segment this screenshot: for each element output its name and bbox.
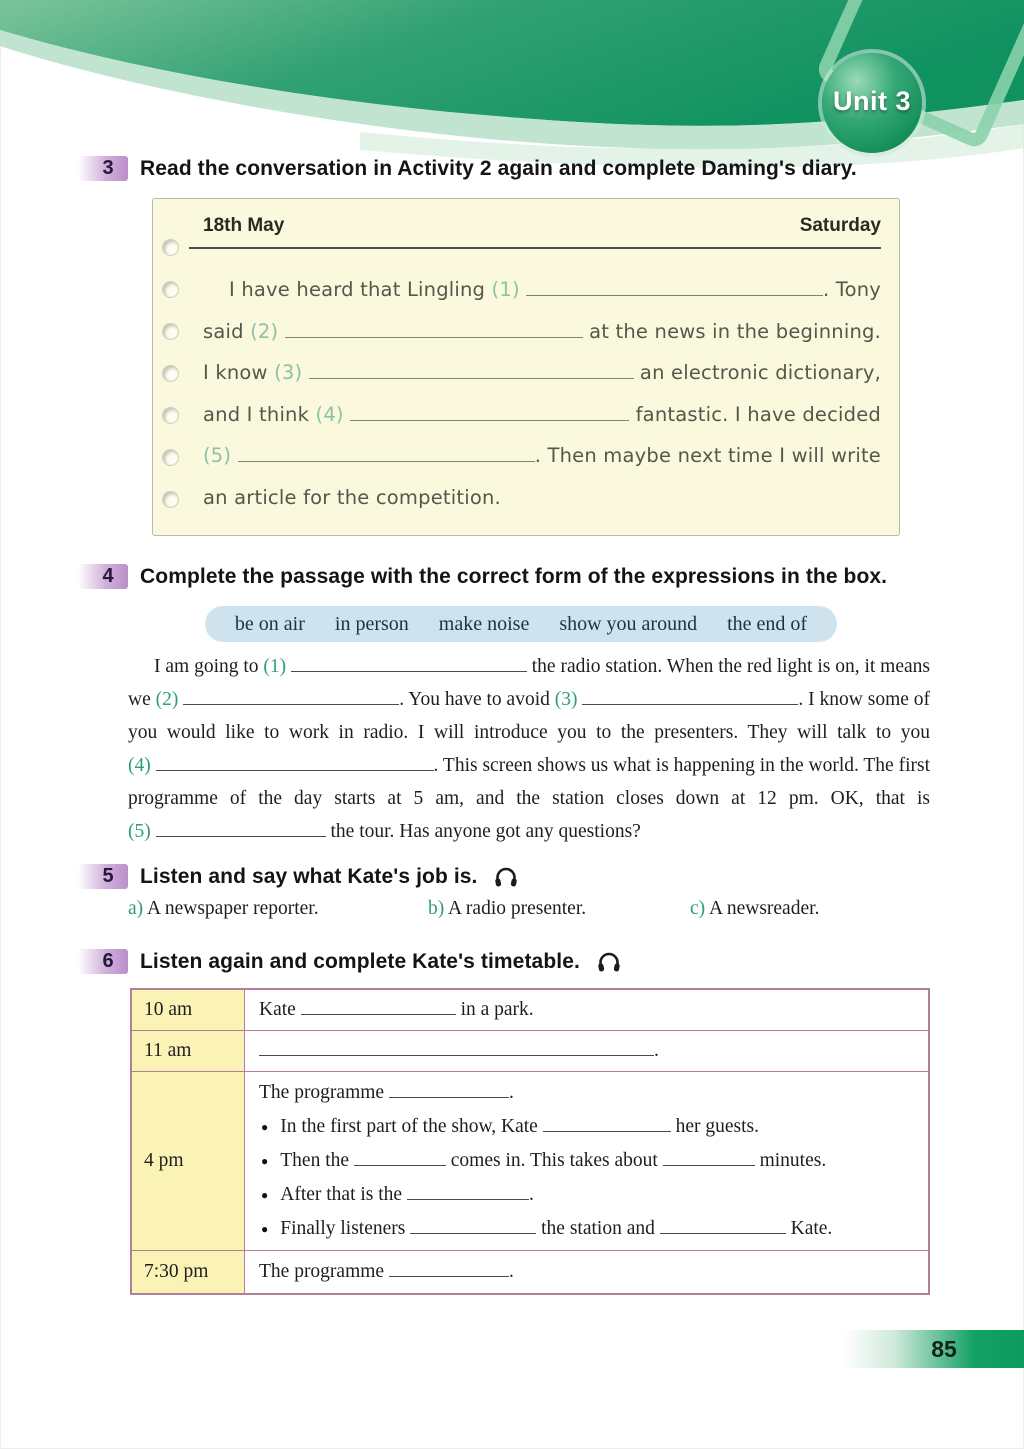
binder-hole <box>162 407 179 424</box>
bullet-icon: ● <box>261 1120 269 1134</box>
word-box-item: the end of <box>727 612 808 635</box>
activity-3-title: Read the conversation in Activity 2 again and complete Daming's diary. <box>140 156 857 180</box>
blank-number-label: (5) <box>128 821 151 842</box>
timetable-row <box>132 1030 928 1071</box>
activity-5-heading <box>78 864 519 889</box>
text-line: I am going to (1) the radio station. When the red light is on, it means <box>128 650 930 683</box>
timetable-row <box>132 990 928 1030</box>
word-box-item: make noise <box>438 612 530 635</box>
option-a <box>128 898 428 920</box>
blank-field <box>291 652 527 672</box>
diary-box <box>152 198 900 536</box>
timetable-row <box>132 1071 928 1250</box>
activity-3-heading <box>78 156 857 181</box>
text-line: (5) the tour. Has anyone got any questions? <box>128 815 930 848</box>
unit-badge-label: Unit 3 <box>832 86 911 116</box>
option-c-text: A newsreader. <box>705 898 820 919</box>
headphones-icon <box>493 865 519 889</box>
bullet-icon: ● <box>261 1188 269 1202</box>
blank-field <box>543 1112 671 1132</box>
diary-content <box>153 199 899 518</box>
option-b <box>428 898 690 920</box>
option-c-letter: c) <box>690 898 706 919</box>
word-box-item: show you around <box>559 612 698 635</box>
option-b-text: A radio presenter. <box>444 898 587 919</box>
time-cell: 7:30 pm <box>132 1251 245 1293</box>
blank-field <box>183 685 399 705</box>
binder-hole <box>162 323 179 340</box>
time-cell: 11 am <box>132 1031 245 1071</box>
blank-field <box>526 276 823 296</box>
blank-number-label: (1) <box>491 278 520 301</box>
activity-3-number-badge: 3 <box>78 156 128 181</box>
blank-field <box>285 318 583 338</box>
text-line: and I think (4) fantastic. I have decided <box>203 394 881 436</box>
activity-4-passage <box>128 650 930 848</box>
text-line: ● In the first part of the show, Kate her guests. <box>259 1110 914 1144</box>
blank-field <box>410 1214 536 1234</box>
blank-field <box>582 685 798 705</box>
activity-5-number-badge: 5 <box>78 864 128 889</box>
expression-word-box <box>205 606 837 642</box>
diary-day: Saturday <box>799 215 881 236</box>
blank-number-label: (3) <box>554 689 578 710</box>
blank-number-label: (2) <box>155 689 179 710</box>
text-line: I have heard that Lingling (1) . Tony <box>203 269 881 311</box>
blank-field <box>156 751 434 771</box>
footer-page-bar <box>844 1330 1024 1368</box>
text-line: The programme . <box>259 1076 914 1110</box>
page-number: 85 <box>931 1335 957 1362</box>
blank-field <box>660 1214 786 1234</box>
activity-6-number-badge: 6 <box>78 949 128 974</box>
activity-5-options <box>128 898 930 920</box>
timetable-content-cell <box>245 1251 928 1293</box>
diary-lines <box>203 269 881 518</box>
blank-field <box>663 1146 755 1166</box>
headphones-icon <box>596 950 622 974</box>
diary-date-rule <box>189 247 881 249</box>
option-b-letter: b) <box>428 898 445 919</box>
activity-4-heading <box>78 564 887 589</box>
option-c <box>690 898 819 920</box>
blank-field <box>389 1078 509 1098</box>
timetable <box>130 988 930 1295</box>
blank-number-label: (4) <box>128 755 151 776</box>
timetable-row <box>132 1250 928 1293</box>
blank-number-label: (1) <box>263 656 287 677</box>
binder-hole <box>162 281 179 298</box>
blank-field <box>301 995 456 1015</box>
blank-field <box>389 1257 509 1277</box>
option-a-letter: a) <box>128 898 144 919</box>
text-line: Kate in a park. <box>259 993 914 1027</box>
blank-field <box>407 1180 529 1200</box>
blank-number-label: (3) <box>274 361 303 384</box>
text-line: The programme . <box>259 1255 914 1289</box>
option-a-text: A newspaper reporter. <box>143 898 319 919</box>
activity-4-number-badge: 4 <box>78 564 128 589</box>
activity-6-heading <box>78 949 622 974</box>
activity-5-title: Listen and say what Kate's job is. <box>140 864 478 888</box>
text-line: (5) . Then maybe next time I will write <box>203 435 881 477</box>
text-line: you would like to work in radio. I will introduce you to the presenters. They will talk to you <box>128 722 930 743</box>
bullet-icon: ● <box>261 1222 269 1236</box>
binder-hole <box>162 491 179 508</box>
blank-field <box>238 442 535 462</box>
diary-date-row <box>203 215 881 245</box>
binder-hole <box>162 365 179 382</box>
blank-number-label: (4) <box>315 402 344 426</box>
text-line: we (2) . You have to avoid (3) . I know some of <box>128 683 930 716</box>
text-line: programme of the day starts at 5 am, and the station closes down at 12 pm. OK, that is <box>128 788 930 809</box>
activity-6-title: Listen again and complete Kate's timetable. <box>140 949 580 973</box>
time-cell: 4 pm <box>132 1072 245 1250</box>
word-box-item: in person <box>334 612 409 635</box>
time-cell: 10 am <box>132 990 245 1030</box>
text-line: said (2) at the news in the beginning. <box>203 311 881 353</box>
text-line: ● After that is the . <box>259 1178 914 1212</box>
diary-date: 18th May <box>203 215 285 236</box>
word-box-item: be on air <box>234 612 305 635</box>
bullet-icon: ● <box>261 1154 269 1168</box>
text-line: ● Finally listeners the station and Kate. <box>259 1212 914 1246</box>
text-line: I know (3) an electronic dictionary, <box>203 352 881 394</box>
timetable-content-cell <box>245 1031 928 1071</box>
blank-number-label: (5) <box>203 444 232 467</box>
binder-hole <box>162 449 179 466</box>
timetable-content-cell <box>245 1072 928 1250</box>
text-line: an article for the competition. <box>203 485 501 509</box>
binder-hole <box>162 239 179 256</box>
blank-field <box>259 1036 654 1056</box>
blank-field <box>156 817 326 837</box>
blank-field <box>350 401 629 421</box>
page-header <box>0 0 1024 175</box>
text-line: ● Then the comes in. This takes about minutes. <box>259 1144 914 1178</box>
blank-field <box>309 359 634 379</box>
activity-4-title: Complete the passage with the correct form of the expressions in the box. <box>140 564 888 588</box>
text-line: . <box>259 1034 914 1068</box>
timetable-content-cell <box>245 990 928 1030</box>
blank-field <box>354 1146 446 1166</box>
blank-number-label: (2) <box>250 319 279 343</box>
text-line: (4) . This screen shows us what is happening in the world. The first <box>128 749 930 782</box>
